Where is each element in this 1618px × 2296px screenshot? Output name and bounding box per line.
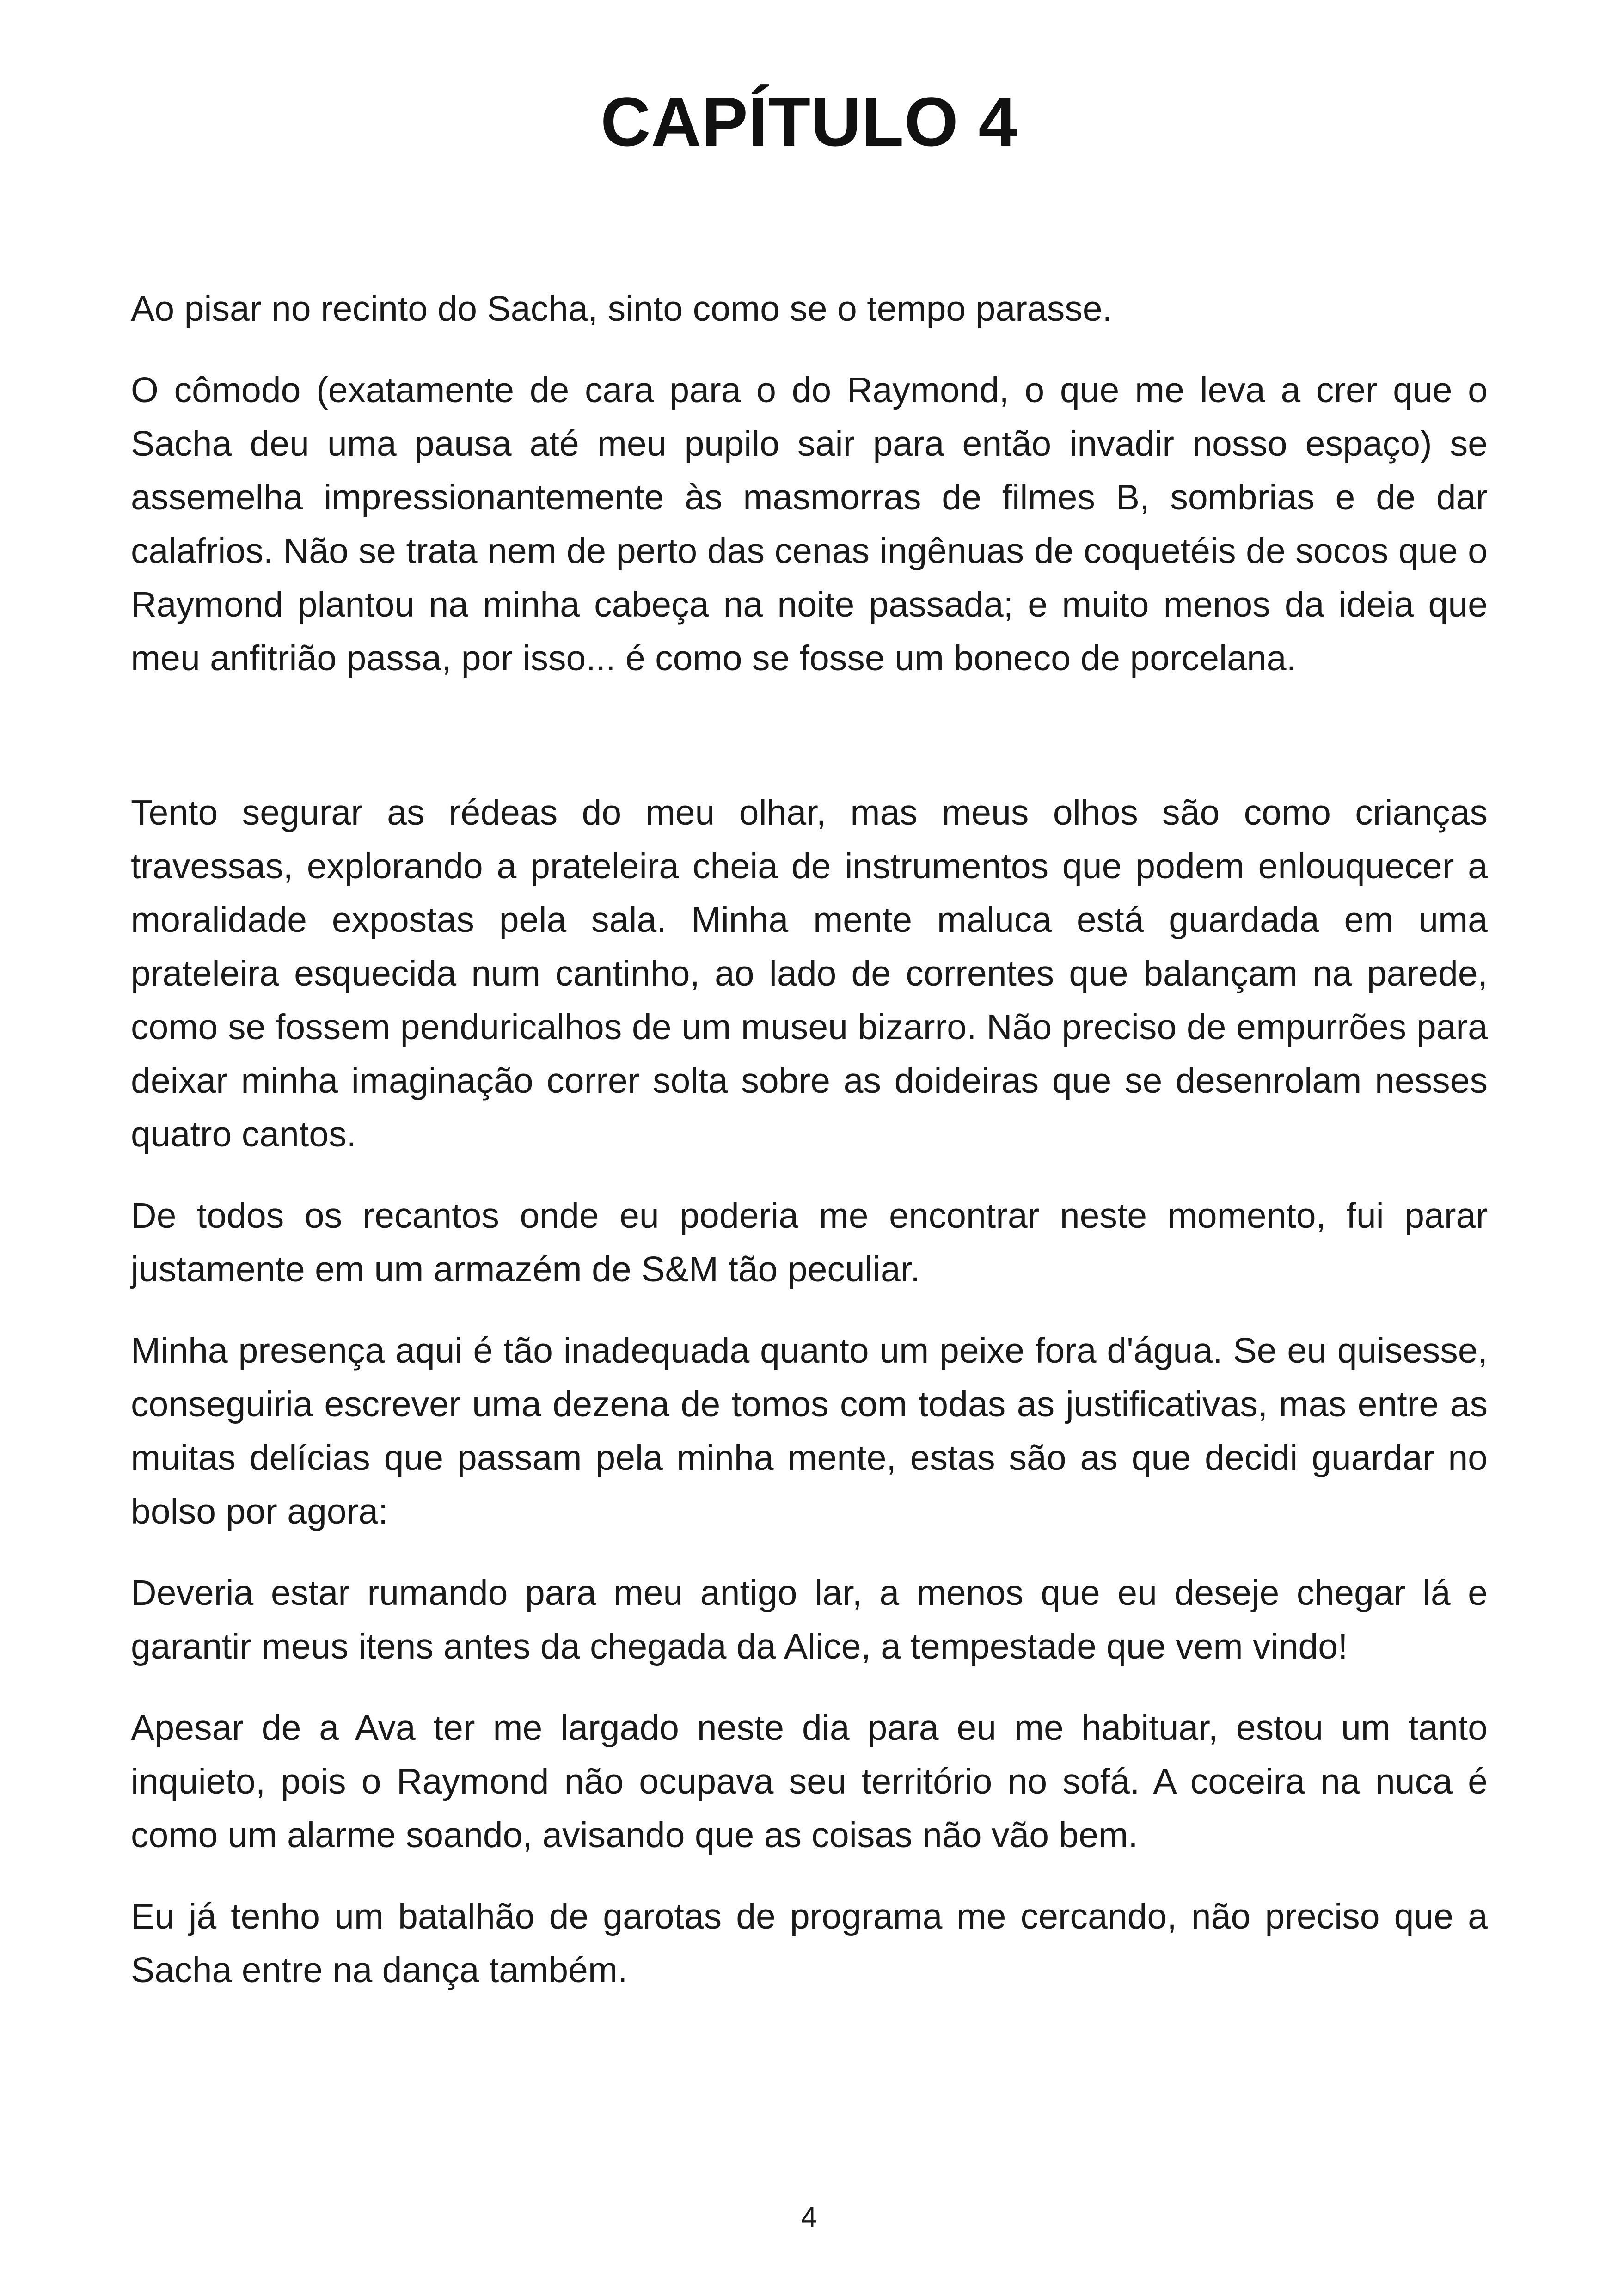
paragraph-5: Minha presença aqui é tão inadequada quanto um peixe fora d'água. Se eu quisesse, conseguiria escrever uma dezena de tomos com todas as justificativas, mas entre as muitas delícias que passam pela minha mente, estas são as que decidi guardar no bolso por agora: [131, 1331, 1488, 1531]
paragraph-7: Apesar de a Ava ter me largado neste dia para eu me habituar, estou um tanto inquieto, pois o Raymond não ocupava seu território no sofá. A coceira na nuca é como um alarme soando, avisando que as coisas não vão bem. [131, 1708, 1488, 1855]
paragraph-3: Tento segurar as rédeas do meu olhar, mas meus olhos são como crianças travessas, explorando a prateleira cheia de instrumentos que podem enlouquecer a moralidade expostas pela sala. Minha mente maluca está guardada em uma prateleira esquecida num cantinho, ao lado de correntes que balançam na parede, como se fossem penduricalhos de um museu bizarro. Não preciso de empurrões para deixar minha imaginação correr solta sobre as doideiras que se desenrolam nesses quatro cantos. [131, 793, 1488, 1154]
page-number: 4 [801, 2201, 817, 2233]
paragraph-4: De todos os recantos onde eu poderia me encontrar neste momento, fui parar justamente em um armazém de S&M tão peculiar. [131, 1196, 1488, 1289]
chapter-body [131, 282, 1488, 2025]
paragraph-6: Deveria estar rumando para meu antigo lar, a menos que eu deseje chegar lá e garantir meus itens antes da chegada da Alice, a tempestade que vem vindo! [131, 1573, 1488, 1666]
paragraph-1: Ao pisar no recinto do Sacha, sinto como se o tempo parasse. [131, 289, 1112, 329]
paragraph-8: Eu já tenho um batalhão de garotas de programa me cercando, não preciso que a Sacha entre na dança também. [131, 1897, 1488, 1990]
paragraph-2: O cômodo (exatamente de cara para o do Raymond, o que me leva a crer que o Sacha deu uma pausa até meu pupilo sair para então invadir nosso espaço) se assemelha impressionantemente às masmorras de filmes B, sombrias e de dar calafrios. Não se trata nem de perto das cenas ingênuas de coquetéis de socos que o Raymond plantou na minha cabeça na noite passada; e muito menos da ideia que meu anfitrião passa, por isso... é como se fosse um boneco de porcelana. [131, 370, 1488, 678]
chapter-title: CAPÍTULO 4 [601, 83, 1017, 160]
